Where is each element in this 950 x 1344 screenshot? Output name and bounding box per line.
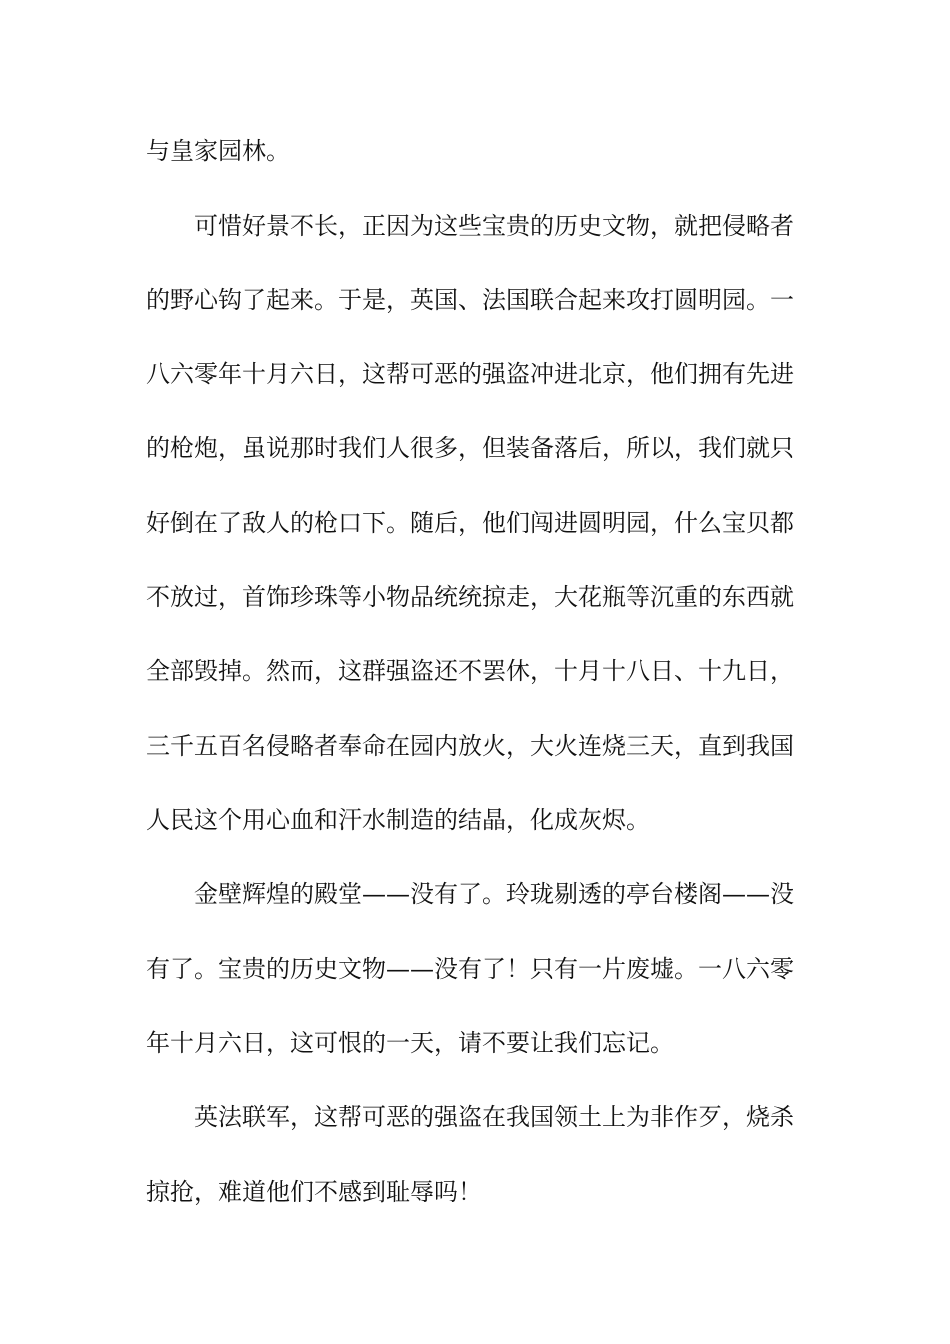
text-line: 人民这个用心血和汗水制造的结晶，化成灰烬。: [146, 806, 650, 834]
text-line: 掠抢，难道他们不感到耻辱吗！: [146, 1178, 482, 1206]
text-line: 八六零年十月六日，这帮可恶的强盗冲进北京，他们拥有先进: [146, 360, 794, 388]
paragraph-first-line: 金壁辉煌的殿堂——没有了。玲珑剔透的亭台楼阁——没: [194, 880, 794, 908]
text-line: 三千五百名侵略者奉命在园内放火，大火连烧三天，直到我国: [146, 732, 794, 760]
text-line: 的野心钩了起来。于是，英国、法国联合起来攻打圆明园。一: [146, 286, 794, 314]
paragraph-first-line: 英法联军，这帮可恶的强盗在我国领土上为非作歹，烧杀: [194, 1103, 794, 1131]
text-line: 不放过，首饰珍珠等小物品统统掠走，大花瓶等沉重的东西就: [146, 583, 794, 611]
paragraph-first-line: 可惜好景不长，正因为这些宝贵的历史文物，就把侵略者: [194, 212, 794, 240]
text-line: 年十月六日，这可恨的一天，请不要让我们忘记。: [146, 1029, 674, 1057]
text-line: 全部毁掉。然而，这群强盗还不罢休，十月十八日、十九日，: [146, 657, 794, 685]
text-line: 有了。宝贵的历史文物——没有了！只有一片废墟。一八六零: [146, 955, 794, 983]
text-line: 与皇家园林。: [146, 137, 290, 165]
text-line: 的枪炮，虽说那时我们人很多，但装备落后，所以，我们就只: [146, 434, 794, 462]
text-line: 好倒在了敌人的枪口下。随后，他们闯进圆明园，什么宝贝都: [146, 509, 794, 537]
